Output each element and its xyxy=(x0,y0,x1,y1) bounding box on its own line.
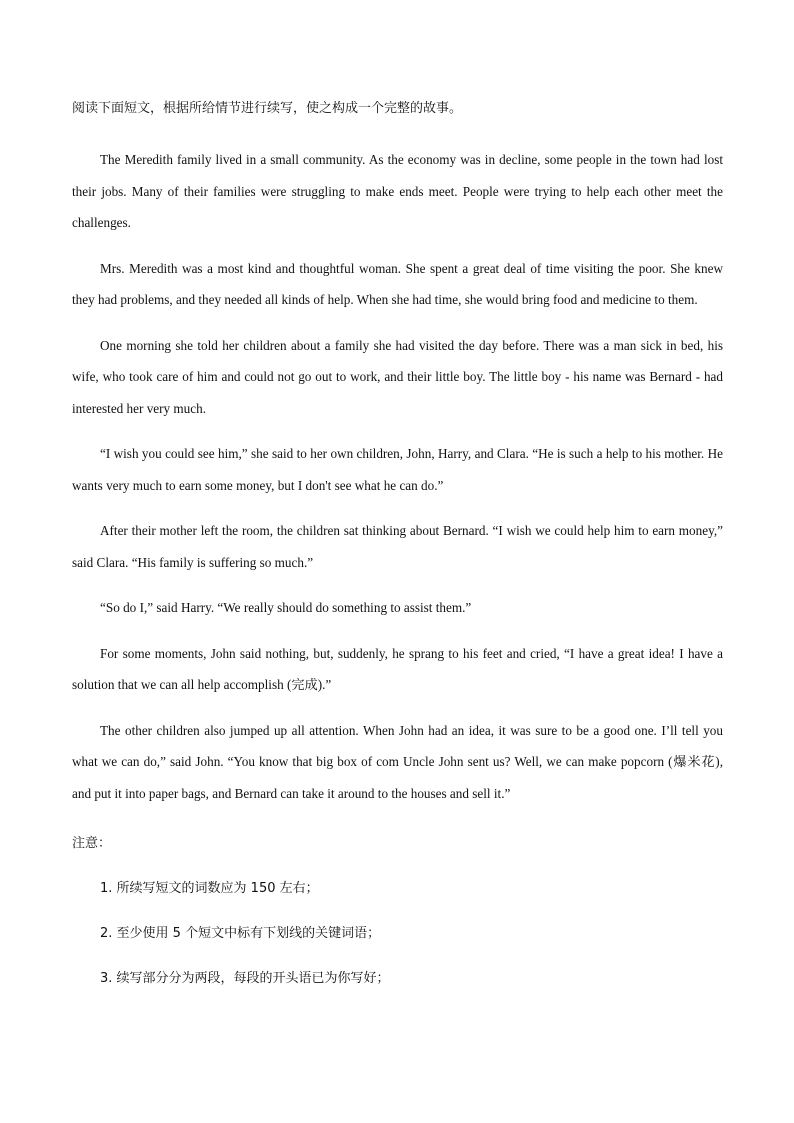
story-paragraph-5: After their mother left the room, the children sat thinking about Bernard. “I wish we could help him to earn money,” said Clara. “His family is suffering so much.” xyxy=(72,523,723,570)
notes-heading: 注意： xyxy=(72,836,112,851)
story-paragraph-8: The other children also jumped up all attention. When John had an idea, it was sure to be a good one. I’ll tell you what we can do,” said John. “You know that big box of com Uncle John sent us? Well, we can make popcorn (爆米花), and put it into paper bags, and Bernard can take it around to the houses and sell it.” xyxy=(72,722,723,801)
note-item-2: 2. 至少使用 5 个短文中标有下划线的关键词语； xyxy=(100,926,381,941)
story-paragraph-6: “So do I,” said Harry. “We really should do something to assist them.” xyxy=(100,600,472,615)
document-page xyxy=(72,98,723,990)
note-item-3: 3. 续写部分分为两段，每段的开头语已为你写好； xyxy=(100,971,390,986)
story-body xyxy=(72,144,723,809)
task-instruction: 阅读下面短文，根据所给情节进行续写，使之构成一个完整的故事。 xyxy=(72,101,463,116)
story-paragraph-4: “I wish you could see him,” she said to her own children, John, Harry, and Clara. “He is such a help to his mother. He wants very much to earn some money, but I don't see what he can do.” xyxy=(72,446,723,493)
story-paragraph-7: For some moments, John said nothing, but, suddenly, he sprang to his feet and cried, “I have a great idea! I have a solution that we can all help accomplish (完成).” xyxy=(72,645,723,692)
story-paragraph-1: The Meredith family lived in a small community. As the economy was in decline, some people in the town had lost their jobs. Many of their families were struggling to make ends meet. People were trying to help each other meet the challenges. xyxy=(72,152,723,230)
story-paragraph-3: One morning she told her children about a family she had visited the day before. There was a man sick in bed, his wife, who took care of him and could not go out to work, and their little boy. The little boy - his name was Bernard - had interested her very much. xyxy=(72,337,723,416)
notes-section xyxy=(72,833,723,990)
story-paragraph-2: Mrs. Meredith was a most kind and thoughtful woman. She spent a great deal of time visiting the poor. She knew they had problems, and they needed all kinds of help. When she had time, she would bring food and medicine to them. xyxy=(72,260,723,307)
note-item-1: 1. 所续写短文的词数应为 150 左右； xyxy=(100,881,319,896)
notes-list xyxy=(72,878,723,990)
